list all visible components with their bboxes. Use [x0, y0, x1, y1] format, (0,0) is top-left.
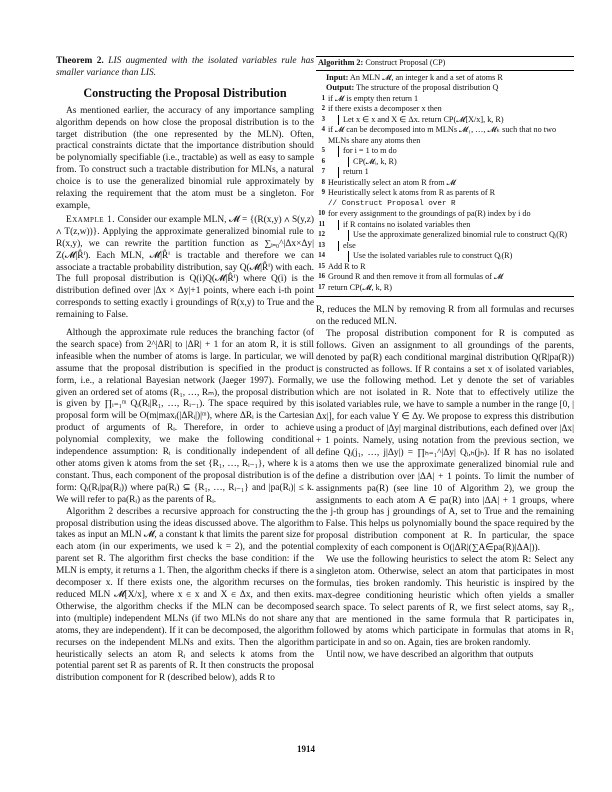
line-number: 8 — [321, 178, 325, 186]
algorithm-line — [316, 178, 574, 189]
line-text: return CP(𝓜, k, R) — [328, 282, 392, 292]
line-number: 15 — [318, 262, 325, 270]
section-title: Constructing the Proposal Distribution — [83, 85, 287, 100]
algorithm-title-text: Construct Proposal (CP) — [365, 58, 446, 67]
line-text: Let x ∈ x and X ∈ Δx. return CP(𝓜[X/x], k, R) — [338, 115, 574, 126]
line-number: 9 — [321, 189, 325, 196]
line-number: 10 — [318, 210, 325, 217]
line-text: for every assignment to the groundings of pa(R) index by i do — [328, 209, 531, 218]
line-text: if R contains no isolated variables then — [338, 220, 574, 231]
algorithm-line — [316, 251, 574, 262]
branching-paragraph: Although the approximate rule reduces the branching factor (of the search space) from 2^|ΔR| to |ΔR| + 1 for an atom R, it is still infeasible when the number of atoms is large. In particular, we will assume that the proposal distribution is specified in the product form, i.e., a relational Bayesian network (Jaeger 1997). Formally, given an ordered set of atoms (R₁, …, Rₘ), the proposal distribution is given by ∏ᵢ₌₁ᵐ Qᵢ(Rᵢ|R₁, …, Rᵢ₋₁). The space required by this proposal form will be O(m|maxᵢ(|ΔRᵢ|)|ᵐ), where ΔRᵢ is the Cartesian product of arguments of Rᵢ. Therefore, in order to achieve polynomial complexity, we make the following conditional independence assumption: Rᵢ is conditionally independent of all other atoms given k atoms from the set {R₁, …, Rᵢ₋₁}, where k is a constant. Thus, each component of the proposal distribution is of the form: Qᵢ(Rᵢ|pa(Rᵢ)) where pa(Rᵢ) ⊆ {R₁, …, Rᵢ₋₁} and |pa(Rᵢ)| ≤ k. We will refer to pa(Rᵢ) as the parents of Rᵢ. — [56, 328, 314, 505]
algorithm-line — [316, 199, 574, 210]
line-number: 7 — [321, 168, 325, 175]
right-paragraph-4: Until now, we have described an algorithm that outputs — [326, 650, 534, 661]
algorithm-description-paragraph: Algorithm 2 describes a recursive approach for constructing the proposal distribution using the ideas discussed above. The algorithm takes as input an MLN 𝓜, a constant k that limits the parent size for each atom (in our experiments, we used k = 2), and the potential parent set R. The algorithm first checks the base condition: if the MLN is empty, it returns a 1. Then, the algorithm checks if there is a decomposer x. If there exists one, the algorithm recurses on the reduced MLN 𝓜[X/x], where x ∈ x and X ∈ Δx, and then exits. Otherwise, the algorithm checks if the MLN can be decomposed into (multiple) independent MLNs (if two MLNs do not share any atoms, they are independent). If it can be decomposed, the algorithm recurses on the independent MLNs and exits. Then the algorithm heuristically selects an atom Rᵢ and selects k atoms from the potential parent set R as parents of R. It then constructs the proposal distribution component for R (described below), adds R to — [56, 506, 314, 684]
algorithm-input — [316, 73, 574, 84]
algorithm-line — [316, 146, 574, 157]
line-text: Heuristically select an atom R from 𝓜 — [328, 177, 456, 187]
line-number: 14 — [318, 252, 325, 259]
line-text: if there exists a decomposer x then — [328, 104, 442, 113]
algorithm-comment: // Construct Proposal over R — [328, 199, 456, 208]
example-label: Example 1. — [66, 214, 116, 225]
line-text: if 𝓜 can be decomposed into m MLNs 𝓜₁, …, 𝓜ₖ such that no two MLNs share any atoms then — [328, 125, 557, 145]
input-text: An MLN 𝓜, an integer k and a set of atoms R — [349, 72, 503, 82]
line-text: for i = 1 to m do — [338, 146, 574, 157]
line-number: 16 — [318, 273, 325, 280]
right-column — [316, 56, 574, 662]
theorem-label: Theorem 2. — [56, 56, 104, 66]
algorithm-line — [316, 125, 574, 146]
theorem-text: LIS augmented with the isolated variables rule has smaller variance than LIS. — [56, 56, 314, 78]
line-text: Use the approximate generalized binomial rule to construct Qᵢ(R) — [348, 230, 574, 241]
example-text: Consider our example MLN, 𝓜 = {(R(x,y) ∧ S(y,z) ∧ T(z,w))}. Applying the approximate generalized binomial rule to R(x,y), we can rewrite the partition function as ∑ᵢ₌₀^|Δx×Δy| Z(𝓜|R̂ⁱ). Each MLN, 𝓜|R̂ⁱ is tractable and therefore we can associate a tractable probability distribution, say Q(𝓜|R̂ⁱ) with each. The full proposal distribution is Q(i)Q(𝓜|R̂ⁱ) where Q(i) is the distribution defined over |Δx × Δy|+1 points, where each i-th point corresponds to setting exactly i groundings of R(x,y) to True and the remaining to False. — [56, 214, 315, 321]
output-text: The structure of the proposal distribution Q — [356, 83, 499, 92]
algorithm-line — [316, 209, 574, 220]
algorithm-line — [316, 157, 574, 168]
algorithm-line — [316, 272, 574, 283]
line-text: return 1 — [338, 167, 574, 178]
intro-paragraph: As mentioned earlier, the accuracy of any importance sampling algorithm depends on how close the proposal distribution is to the target distribution (the one represented by the MLN). Often, practical constraints dictate that the importance distribution should be polynomially specifiable (i.e., tractable) as well as easy to sample from. To construct such a tractable distribution for MLNs, a natural choice is to use the generalized binomial rule approximately by relaxing the requirement that the atom must be a singleton. For example, — [56, 105, 314, 211]
output-label: Output: — [326, 83, 355, 92]
example-1 — [56, 215, 314, 322]
algorithm-body — [316, 71, 574, 297]
algorithm-lines — [316, 94, 574, 294]
line-text: Add R to R — [328, 261, 366, 271]
algorithm-line — [316, 230, 574, 241]
algorithm-line — [316, 220, 574, 231]
input-label: Input: — [326, 72, 349, 82]
line-text: if 𝓜 is empty then return 1 — [328, 93, 419, 103]
right-paragraph-3: We use the following heuristics to select the atom R: Select any singleton atom. Otherwise, select an atom that participates in most formulas, ties broken randomly. This heuristic is inspired by the max-degree conditioning heuristic which often yields a smaller search space. To select parents of R, we first select atoms, say R₁, that are mentioned in the same formula that R participates in, followed by atoms which participate in formulas that atoms in R₁ participate in and so on. Again, ties are broken randomly. — [316, 555, 574, 649]
page-number: 1914 — [297, 744, 315, 754]
line-number: 5 — [321, 147, 325, 154]
algorithm-line — [316, 104, 574, 115]
left-column — [56, 56, 314, 685]
algorithm-line — [316, 188, 574, 199]
algorithm-line — [316, 262, 574, 273]
algorithm-title-label: Algorithm 2: — [318, 58, 364, 67]
line-text: Heuristically select k atoms from R as parents of R — [328, 188, 496, 197]
theorem-2 — [56, 56, 314, 80]
line-text: else — [338, 241, 574, 252]
algorithm-title — [316, 57, 574, 71]
line-number: 17 — [318, 283, 325, 291]
algorithm-line — [316, 94, 574, 105]
line-number: 6 — [321, 157, 325, 165]
algorithm-output — [316, 83, 574, 94]
line-number: 4 — [321, 126, 325, 133]
algorithm-line — [316, 241, 574, 252]
line-text: CP(𝓜ᵢ, k, R) — [348, 157, 574, 168]
algorithm-line — [316, 283, 574, 294]
line-text: Ground R and then remove it from all formulas of 𝓜 — [328, 272, 504, 281]
algorithm-2-box — [316, 56, 574, 297]
right-paragraph-2: The proposal distribution component for R is computed as follows. Given an assignment to all groundings of the parents, denoted by pa(R) each conditional marginal distribution Q(R|pa(R)) is constructed as follows. If R contains a set x of isolated variables, we use the following method. Let y denote the set of variables which are not isolated in R. Note that to effectively utilize the isolated variables rule, we have to sample a number in the range [0, |Δx|], for each value Y ∈ Δy. We propose to express this distribution using a product of |Δy| marginal distributions, each defined over |Δx| + 1 points. Namely, using notation from the previous section, we define Qᵢ(j₁, …, j|Δy|) = ∏ₕ₌₁^|Δy| Qᵢ,ₕ(jₕ). If R has no isolated atoms then we use the approximate generalized binomial rule and define a distribution over |ΔA| + 1 points. To limit the number of assignments pa(R) (see line 10 of Algorithm 2), we group the assignments to each atom A ∈ pa(R) into |ΔA| + 1 groups, where the j-th group has j groundings of A, set to True and the remaining to False. This helps us polynomially bound the space required by the proposal distribution component at R. In particular, the space complexity of each component is O(|ΔR|(∑A∈pa(R)|ΔA|)). — [316, 328, 574, 554]
algorithm-line — [316, 115, 574, 126]
line-number: 3 — [321, 115, 325, 123]
right-paragraph-1: R, reduces the MLN by removing R from all formulas and recurses on the reduced MLN. — [316, 305, 574, 327]
line-number: 11 — [318, 220, 325, 228]
line-number: 12 — [318, 231, 325, 238]
algorithm-line — [316, 167, 574, 178]
line-number: 2 — [321, 105, 325, 112]
line-number: 13 — [318, 241, 325, 249]
line-number: 1 — [321, 94, 325, 102]
line-text: Use the isolated variables rule to construct Qᵢ(R) — [348, 251, 574, 262]
